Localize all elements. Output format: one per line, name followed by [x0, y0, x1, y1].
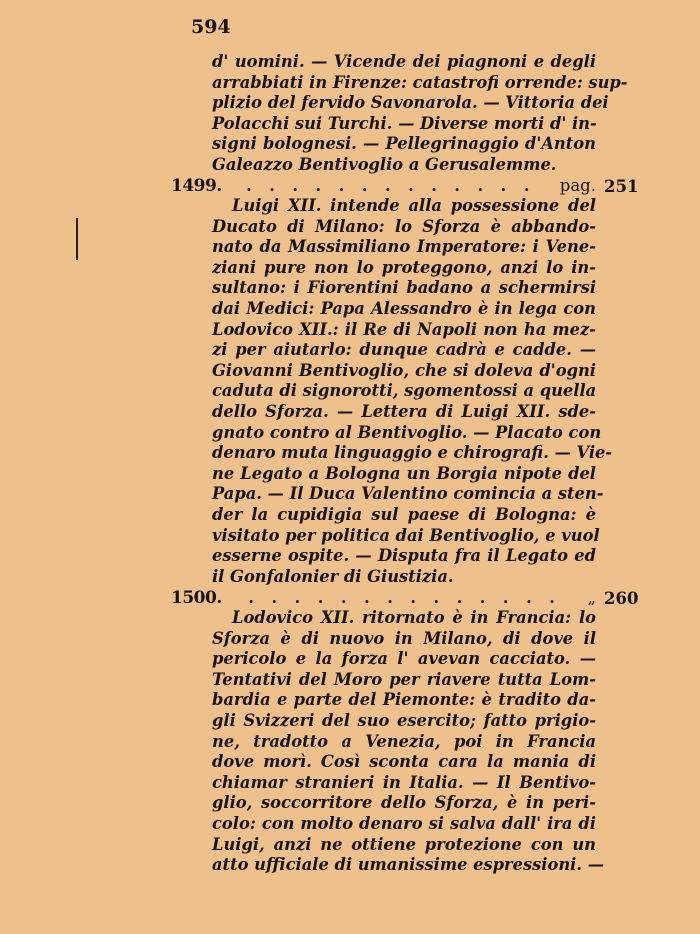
year-entry-1500: [171, 588, 596, 608]
text-line: caduta di signorotti, sgomentossi a quella: [212, 381, 597, 401]
text-line: atto ufficiale di umanissime espressioni. —: [212, 855, 604, 875]
text-line: dello Sforza. — Lettera di Luigi XII. sde-: [212, 401, 596, 421]
text-line: pericolo e la forza l' avevan cacciato. —: [212, 649, 596, 669]
page-ref-label: „: [587, 588, 596, 607]
text-line: il Gonfalonier di Giustizia.: [212, 566, 454, 586]
text-line: Tentativi del Moro per riavere tutta Lom-: [212, 669, 596, 689]
text-line: nato da Massimiliano Imperatore: i Vene-: [212, 237, 596, 257]
text-line: sultano: i Fiorentini badano a schermirsi: [212, 278, 596, 298]
text-line: chiamar stranieri in Italia. — Il Bentivo-: [212, 772, 596, 792]
page-reference: 260: [604, 589, 639, 608]
text-line: visitato per politica dai Bentivoglio, e vuol: [212, 525, 600, 545]
text-block-1: [212, 52, 628, 176]
year-entry-1499: [171, 176, 596, 196]
text-line: Galeazzo Bentivoglio a Gerusalemme.: [212, 154, 557, 174]
text-line: signi bolognesi. — Pellegrinaggio d'Anton: [212, 134, 596, 154]
text-line: dove morì. Così sconta cara la mania di: [212, 752, 596, 772]
text-line: arrabbiati in Firenze: catastrofi orrende: sup-: [212, 72, 628, 92]
text-line: ne Legato a Bologna un Borgia nipote del: [212, 463, 596, 483]
text-line: der la cupidigia sul paese di Bologna: è: [212, 504, 596, 524]
text-line: Luigi XII. intende alla possessione del: [232, 196, 596, 215]
text-line: Ducato di Milano: lo Sforza è abbando-: [212, 216, 596, 236]
text-line: Papa. — Il Duca Valentino comincia a sten-: [212, 484, 604, 504]
text-line: Luigi, anzi ne ottiene protezione con un: [212, 834, 596, 854]
text-line: esserne ospite. — Disputa fra il Legato ed: [212, 546, 596, 566]
leader-dots: . . . . . . . . . . . . .: [246, 176, 536, 195]
text-line: ziani pure non lo proteggono, anzi lo in-: [212, 257, 596, 277]
year-label: 1500.: [171, 588, 222, 608]
margin-mark: [76, 218, 78, 260]
text-block-2: [212, 196, 613, 587]
text-line: colo: con molto denaro si salva dall' ira di: [212, 813, 596, 833]
leader-dots: . . . . . . . . . . . . . .: [248, 588, 561, 607]
page-number: 594: [191, 16, 231, 38]
text-line: Lodovico XII.: il Re di Napoli non ha mez-: [212, 319, 596, 339]
text-line: ne, tradotto a Venezia, poi in Francia: [212, 731, 596, 751]
text-line: zi per aiutarlo: dunque cadrà e cadde. —: [212, 340, 596, 360]
page-ref-label: pag.: [559, 176, 596, 195]
year-label: 1499.: [171, 176, 222, 196]
text-block-3: [212, 608, 604, 876]
text-line: gnato contro al Bentivoglio. — Placato con: [212, 422, 602, 442]
text-line: Giovanni Bentivoglio, che si doleva d'ogni: [212, 360, 596, 380]
text-line: Polacchi sui Turchi. — Diverse morti d' in-: [212, 113, 597, 133]
text-line: Sforza è di nuovo in Milano, di dove il: [212, 628, 596, 648]
text-line: glio, soccorritore dello Sforza, è in peri-: [212, 793, 596, 813]
text-line: d' uomini. — Vicende dei piagnoni e degli: [212, 52, 596, 71]
text-line: Lodovico XII. ritornato è in Francia: lo: [232, 608, 596, 627]
text-line: plizio del fervido Savonarola. — Vittoria dei: [212, 93, 609, 113]
text-line: denaro muta linguaggio e chirografi. — Vie-: [212, 443, 613, 463]
text-line: dai Medici: Papa Alessandro è in lega con: [212, 298, 596, 318]
text-line: gli Svizzeri del suo esercito; fatto prigio-: [212, 710, 596, 730]
page-reference: 251: [604, 177, 639, 196]
text-line: bardia e parte del Piemonte: è tradito da-: [212, 690, 596, 710]
